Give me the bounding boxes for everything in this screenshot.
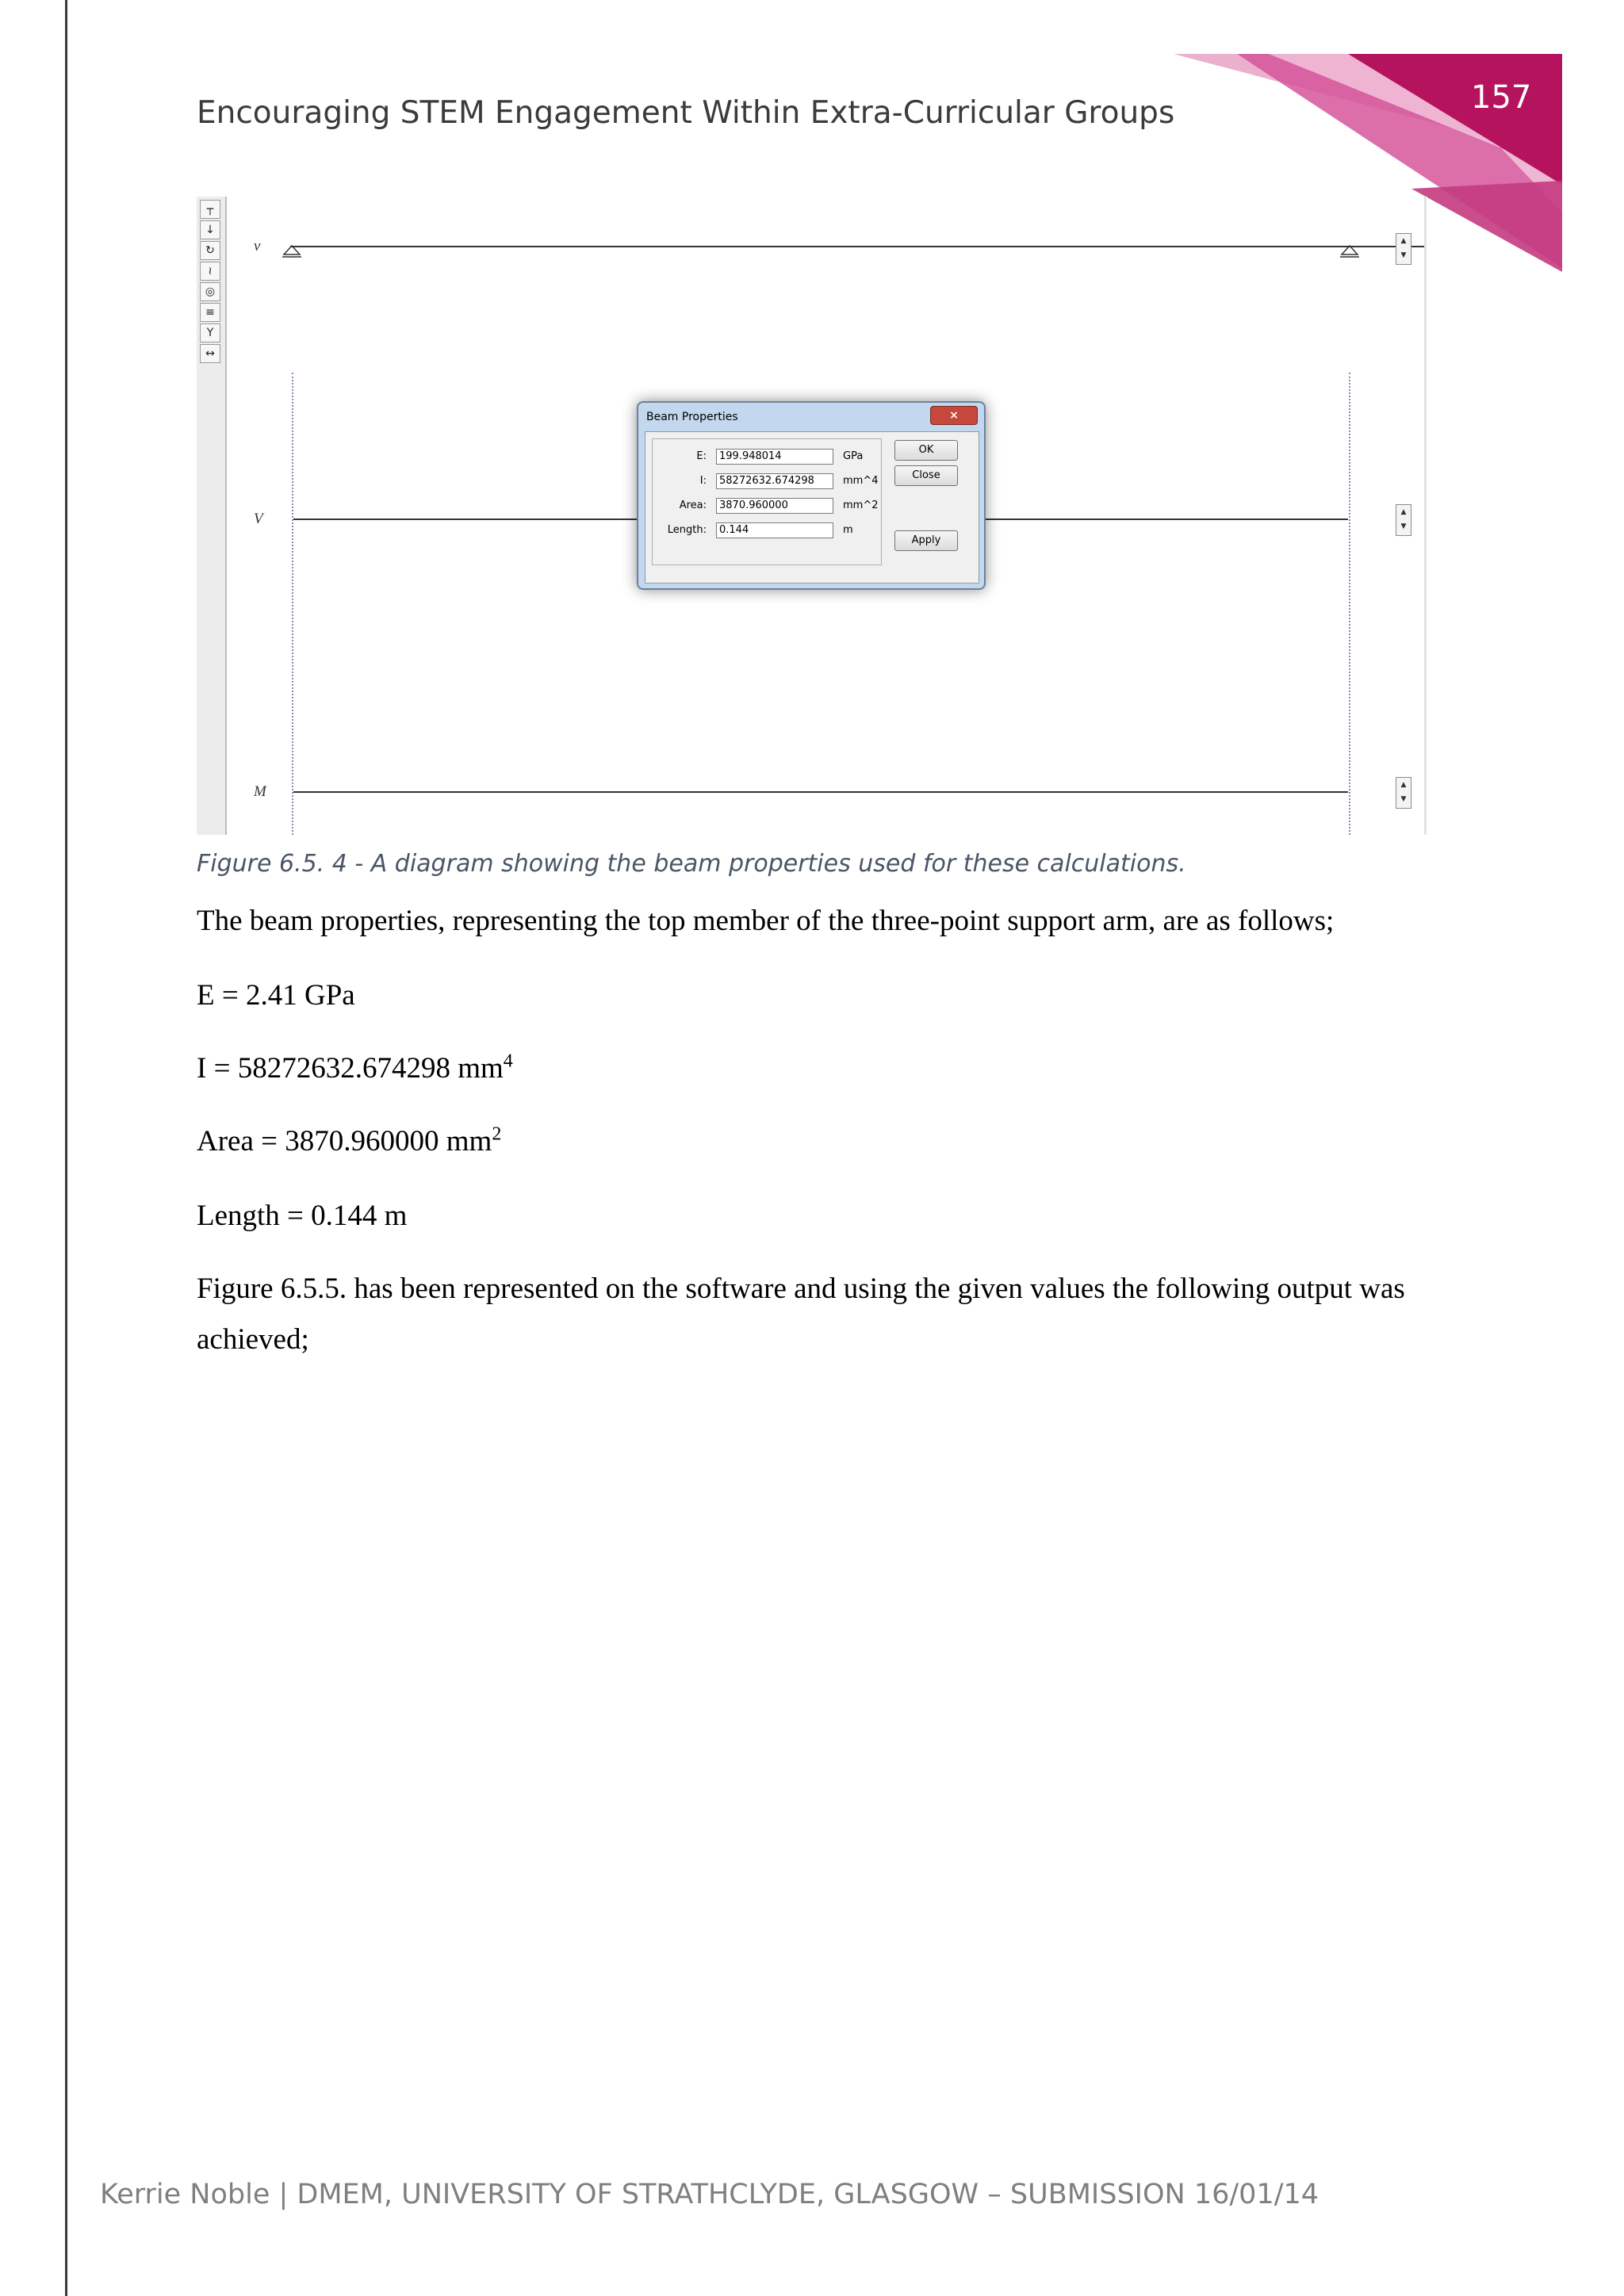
i-value-line xyxy=(197,1051,513,1085)
left-support-icon xyxy=(281,244,303,258)
support-icon[interactable]: ┬ xyxy=(200,200,220,219)
spring-icon[interactable]: ≀ xyxy=(200,262,220,281)
length-unit: m xyxy=(843,524,853,536)
running-header: Encouraging STEM Engagement Within Extra-Curricular Groups xyxy=(197,95,1175,131)
ok-button[interactable]: OK xyxy=(894,440,958,461)
length-field[interactable]: 0.144 xyxy=(716,522,833,538)
page-number: 157 xyxy=(1471,79,1532,116)
length-label: Length: xyxy=(667,524,707,536)
properties-group xyxy=(652,438,882,565)
dialog-title: Beam Properties xyxy=(646,411,738,423)
point-load-icon[interactable]: ↓ xyxy=(200,220,220,239)
beam-line xyxy=(290,246,1424,247)
moment-scale-spinner[interactable]: ▲ ▼ xyxy=(1396,777,1411,809)
figure-caption: Figure 6.5. 4 - A diagram showing the beam properties used for these calculations. xyxy=(197,850,1186,878)
intro-paragraph: The beam properties, representing the top member of the three-point support arm, are as follows; xyxy=(197,905,1335,937)
displacement-scale-spinner[interactable]: ▲ ▼ xyxy=(1396,233,1411,265)
area-value-text: Area = 3870.960000 mm xyxy=(197,1125,492,1158)
right-boundary-line xyxy=(1349,373,1350,835)
closing-paragraph-line-2: achieved; xyxy=(197,1323,309,1356)
area-field[interactable]: 3870.960000 xyxy=(716,498,833,514)
close-button[interactable]: Close xyxy=(894,465,958,486)
area-value-line xyxy=(197,1124,501,1158)
close-icon[interactable]: × xyxy=(930,406,978,425)
i-value-text: I = 58272632.674298 mm xyxy=(197,1052,504,1085)
page-footer: Kerrie Noble | DMEM, UNIVERSITY OF STRATHCLYDE, GLASGOW – SUBMISSION 16/01/14 xyxy=(100,2179,1320,2210)
e-field[interactable]: 199.948014 xyxy=(716,449,833,465)
i-unit: mm^4 xyxy=(843,475,879,487)
moment-diagram-line xyxy=(293,791,1348,793)
displacement-axis-label: v xyxy=(254,238,261,254)
area-label: Area: xyxy=(679,499,707,511)
beam-properties-dialog xyxy=(637,401,986,590)
canvas-right-edge xyxy=(1424,197,1427,835)
right-support-icon xyxy=(1339,244,1361,258)
apply-button[interactable]: Apply xyxy=(894,530,958,551)
i-field[interactable]: 58272632.674298 xyxy=(716,473,833,489)
left-boundary-line xyxy=(292,373,293,835)
distributed-load-icon[interactable]: ≡ xyxy=(200,303,220,322)
shear-scale-spinner[interactable]: ▲ ▼ xyxy=(1396,504,1411,536)
area-exponent: 2 xyxy=(492,1123,502,1145)
dialog-body xyxy=(645,431,979,584)
moment-axis-label: M xyxy=(254,783,266,800)
beam-icon[interactable]: ↔ xyxy=(200,344,220,363)
left-margin-rule xyxy=(65,0,67,2296)
e-value-line: E = 2.41 GPa xyxy=(197,979,355,1012)
shear-axis-label: V xyxy=(254,511,263,527)
hinge-icon[interactable]: ◎ xyxy=(200,282,220,301)
closing-paragraph-line-1: Figure 6.5.5. has been represented on the software and using the given values the following output was xyxy=(197,1272,1405,1305)
node-icon[interactable]: Y xyxy=(200,323,220,342)
i-label: I: xyxy=(699,475,707,487)
tool-palette xyxy=(197,197,227,835)
e-label: E: xyxy=(696,450,707,462)
length-value-line: Length = 0.144 m xyxy=(197,1200,408,1232)
beam-software-figure xyxy=(197,197,1427,835)
e-unit: GPa xyxy=(843,450,864,462)
area-unit: mm^2 xyxy=(843,499,879,511)
moment-icon[interactable]: ↻ xyxy=(200,241,220,260)
i-exponent: 4 xyxy=(503,1050,513,1072)
